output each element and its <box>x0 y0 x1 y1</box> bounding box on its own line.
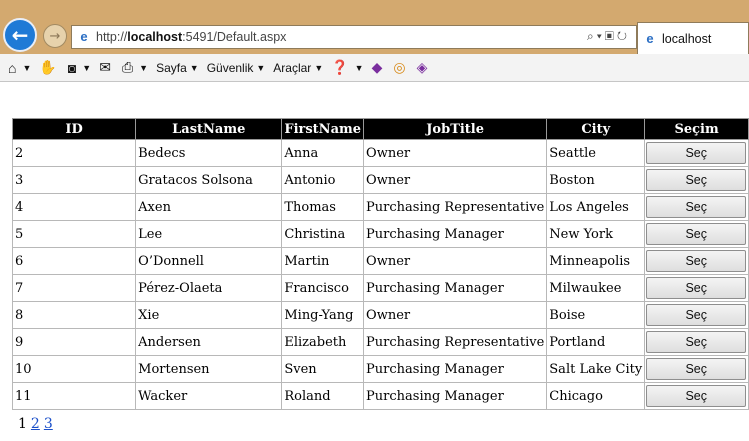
header-id: ID <box>13 119 136 140</box>
cell-city: Salt Lake City <box>547 356 645 383</box>
employee-grid <box>12 118 749 410</box>
cell-lastname: Pérez-Olaeta <box>136 275 282 302</box>
select-row-button[interactable]: Seç <box>646 142 746 164</box>
tools-menu-label: Araçlar <box>273 60 312 75</box>
table-row <box>13 356 749 383</box>
cell-select <box>645 329 749 356</box>
cell-city: Seattle <box>547 140 645 167</box>
back-arrow-icon: ← <box>11 23 29 47</box>
cell-id: 10 <box>13 356 136 383</box>
cell-jobtitle: Owner <box>364 167 547 194</box>
cell-id: 6 <box>13 248 136 275</box>
cell-firstname: Martin <box>282 248 364 275</box>
cell-select <box>645 383 749 410</box>
pager-link-3[interactable]: 3 <box>43 416 53 432</box>
dropdown-icon[interactable]: ▾ <box>596 29 605 43</box>
forward-button[interactable] <box>43 24 67 48</box>
grid-header-row <box>13 119 749 140</box>
address-actions <box>587 29 630 44</box>
table-row <box>13 140 749 167</box>
table-row <box>13 167 749 194</box>
cell-firstname: Christina <box>282 221 364 248</box>
compat-view-icon[interactable]: ▣ <box>604 29 617 43</box>
chevron-down-icon: ▼ <box>354 62 364 73</box>
security-menu[interactable] <box>207 61 266 75</box>
cell-id: 3 <box>13 167 136 194</box>
url-path: :5491/Default.aspx <box>182 30 287 44</box>
command-bar <box>0 54 749 82</box>
cell-id: 5 <box>13 221 136 248</box>
page-menu-label: Sayfa <box>156 60 187 75</box>
cell-city: Milwaukee <box>547 275 645 302</box>
cell-select <box>645 140 749 167</box>
printer-icon: ⎙ <box>121 59 134 75</box>
page-menu[interactable] <box>156 61 199 75</box>
onenote-linked-icon: ◈ <box>416 59 428 75</box>
cell-city: Boise <box>547 302 645 329</box>
cell-firstname: Antonio <box>282 167 364 194</box>
cell-lastname: Xie <box>136 302 282 329</box>
cell-lastname: Axen <box>136 194 282 221</box>
select-row-button[interactable]: Seç <box>646 277 746 299</box>
header-city: City <box>547 119 645 140</box>
browser-tab[interactable] <box>637 22 749 54</box>
table-row <box>13 221 749 248</box>
url-host: localhost <box>127 30 183 44</box>
cell-lastname: Mortensen <box>136 356 282 383</box>
cell-lastname: O’Donnell <box>136 248 282 275</box>
header-jobtitle: JobTitle <box>364 119 547 140</box>
security-menu-label: Güvenlik <box>206 60 254 75</box>
cell-jobtitle: Owner <box>364 140 547 167</box>
hand-icon: ✋ <box>39 59 57 75</box>
onenote-button[interactable] <box>372 59 386 76</box>
cell-jobtitle: Purchasing Representative <box>364 194 547 221</box>
cell-city: Chicago <box>547 383 645 410</box>
cell-lastname: Gratacos Solsona <box>136 167 282 194</box>
refresh-icon[interactable]: ↻ <box>616 29 630 43</box>
cell-firstname: Francisco <box>282 275 364 302</box>
cell-id: 2 <box>13 140 136 167</box>
header-selection: Seçim <box>645 119 749 140</box>
select-row-button[interactable]: Seç <box>646 223 746 245</box>
rss-icon: ◙ <box>67 59 77 76</box>
home-button[interactable] <box>8 60 31 76</box>
hand-button[interactable] <box>39 59 59 76</box>
cell-jobtitle: Purchasing Manager <box>364 383 547 410</box>
cell-jobtitle: Purchasing Manager <box>364 356 547 383</box>
cell-id: 8 <box>13 302 136 329</box>
cell-lastname: Wacker <box>136 383 282 410</box>
chevron-down-icon: ▼ <box>189 62 199 73</box>
select-row-button[interactable]: Seç <box>646 196 746 218</box>
cell-select <box>645 221 749 248</box>
chevron-down-icon: ▼ <box>139 62 149 73</box>
navigation-bar <box>0 0 749 54</box>
cell-lastname: Bedecs <box>136 140 282 167</box>
cell-lastname: Andersen <box>136 329 282 356</box>
tab-title: localhost <box>662 31 712 46</box>
onenote-icon: ◆ <box>371 59 383 75</box>
cell-city: Boston <box>547 167 645 194</box>
cell-select <box>645 167 749 194</box>
select-row-button[interactable]: Seç <box>646 304 746 326</box>
cell-jobtitle: Purchasing Manager <box>364 275 547 302</box>
address-bar[interactable] <box>71 25 637 49</box>
lync-icon: ◎ <box>393 59 406 75</box>
lync-button[interactable] <box>393 59 408 76</box>
url-prefix: http:// <box>96 30 128 44</box>
help-button[interactable] <box>331 59 363 76</box>
table-row <box>13 275 749 302</box>
cell-city: Portland <box>547 329 645 356</box>
cell-select <box>645 275 749 302</box>
cell-firstname: Thomas <box>282 194 364 221</box>
help-icon: ❓ <box>331 59 349 75</box>
forward-arrow-icon: → <box>49 28 61 44</box>
cell-id: 7 <box>13 275 136 302</box>
header-firstname: FirstName <box>282 119 364 140</box>
search-icon[interactable]: ⌕ <box>586 29 597 43</box>
mail-button[interactable] <box>99 59 114 76</box>
cell-select <box>645 194 749 221</box>
cell-id: 9 <box>13 329 136 356</box>
onenote-linked-button[interactable] <box>417 59 431 76</box>
cell-jobtitle: Owner <box>364 302 547 329</box>
cell-id: 11 <box>13 383 136 410</box>
header-lastname: LastName <box>136 119 282 140</box>
feeds-button[interactable] <box>68 60 91 76</box>
cell-select <box>645 302 749 329</box>
cell-lastname: Lee <box>136 221 282 248</box>
mail-icon: ✉ <box>99 59 111 75</box>
pager <box>18 416 53 432</box>
cell-firstname: Roland <box>282 383 364 410</box>
select-row-button[interactable]: Seç <box>646 358 746 380</box>
table-row <box>13 329 749 356</box>
table-row <box>13 194 749 221</box>
select-row-button[interactable]: Seç <box>646 250 746 272</box>
cell-city: Minneapolis <box>547 248 645 275</box>
print-button[interactable] <box>122 59 148 76</box>
cell-jobtitle: Purchasing Manager <box>364 221 547 248</box>
table-row <box>13 383 749 410</box>
table-row <box>13 248 749 275</box>
cell-firstname: Sven <box>282 356 364 383</box>
tools-menu[interactable] <box>273 61 323 75</box>
cell-firstname: Elizabeth <box>282 329 364 356</box>
chevron-down-icon: ▼ <box>256 62 266 73</box>
pager-current: 1 <box>18 416 27 432</box>
cell-select <box>645 356 749 383</box>
chevron-down-icon: ▼ <box>22 62 32 73</box>
home-icon: ⌂ <box>8 59 17 76</box>
cell-city: New York <box>547 221 645 248</box>
chevron-down-icon: ▼ <box>314 62 324 73</box>
cell-firstname: Anna <box>282 140 364 167</box>
select-row-button[interactable]: Seç <box>646 331 746 353</box>
cell-id: 4 <box>13 194 136 221</box>
back-button[interactable] <box>3 18 37 52</box>
cell-jobtitle: Purchasing Representative <box>364 329 547 356</box>
tab-page-icon: e <box>646 30 654 46</box>
cell-city: Los Angeles <box>547 194 645 221</box>
cell-jobtitle: Owner <box>364 248 547 275</box>
table-row <box>13 302 749 329</box>
pager-link-2[interactable]: 2 <box>30 416 40 432</box>
cell-firstname: Ming-Yang <box>282 302 364 329</box>
chevron-down-icon: ▼ <box>82 62 92 73</box>
cell-select <box>645 248 749 275</box>
select-row-button[interactable]: Seç <box>646 169 746 191</box>
browser-chrome <box>0 0 749 82</box>
select-row-button[interactable]: Seç <box>646 385 746 407</box>
ie-page-icon: e <box>80 29 88 44</box>
